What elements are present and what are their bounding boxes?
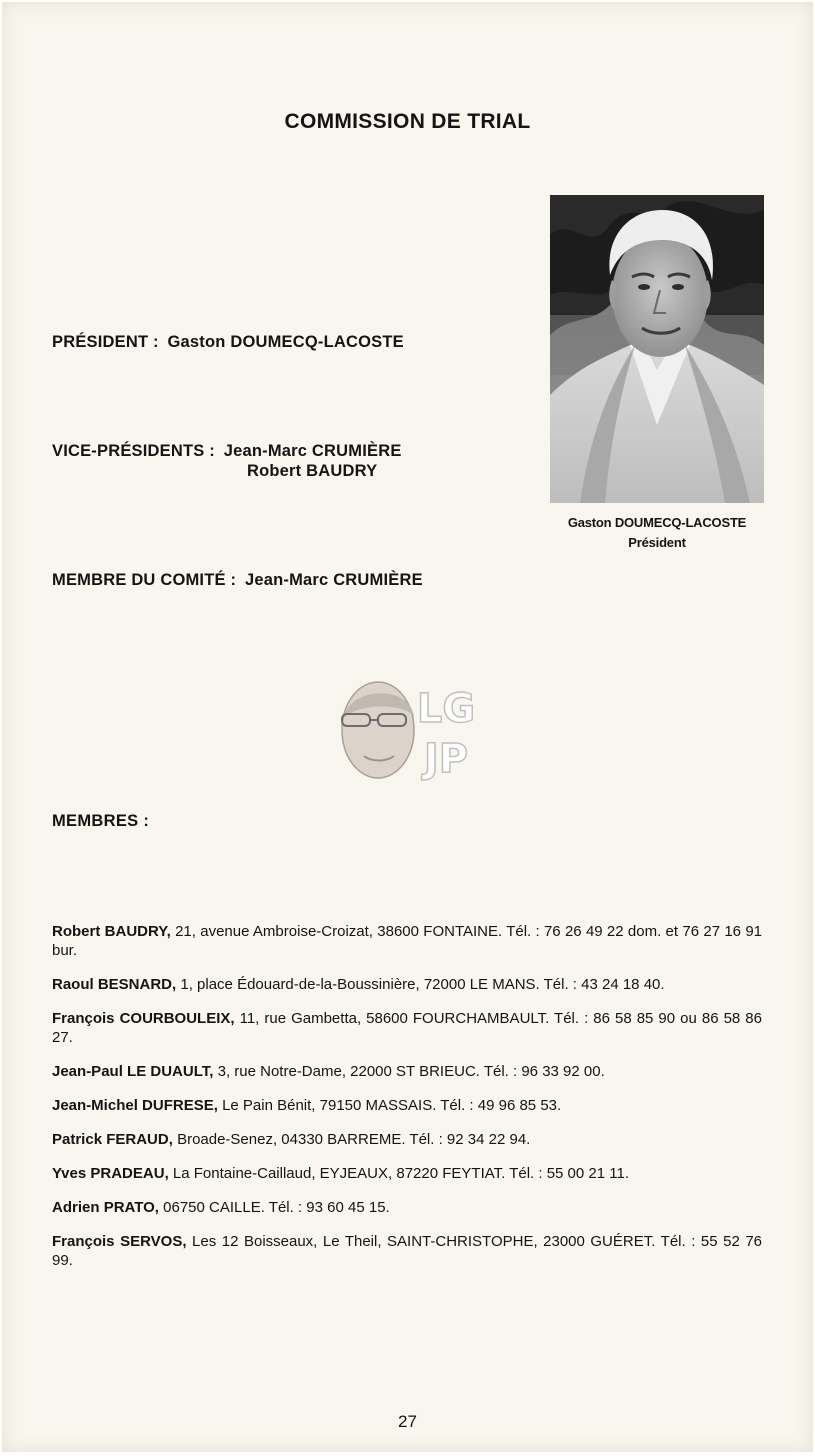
member-entry [52, 1232, 762, 1270]
member-entry [52, 1198, 762, 1217]
member-first-name: François [52, 1233, 115, 1250]
member-last-name: LE DUAULT, [127, 1063, 214, 1080]
document-page [2, 2, 813, 1452]
member-first-name: Yves [52, 1165, 87, 1182]
member-first-name: Raoul [52, 976, 94, 993]
member-details: 1, place Édouard-de-la-Boussinière, 72000 LE MANS. Tél. : 43 24 18 40. [180, 976, 665, 993]
president-name: Gaston DOUMECQ-LACOSTE [167, 333, 404, 351]
member-entry [52, 1062, 762, 1081]
photo-caption-role: Président [628, 535, 686, 550]
vice-presidents-label: VICE-PRÉSIDENTS : [52, 442, 215, 460]
member-last-name: DUFRESE, [142, 1097, 218, 1114]
watermark-line2: JP [423, 736, 469, 782]
member-entry [52, 1009, 762, 1047]
vice-president-name-1: Jean-Marc CRUMIÈRE [223, 442, 402, 460]
member-first-name: Robert [52, 923, 101, 940]
member-entry [52, 1096, 762, 1115]
member-first-name: François [52, 1010, 115, 1027]
member-first-name: Jean-Paul [52, 1063, 123, 1080]
member-details: Broade-Senez, 04330 BARREME. Tél. : 92 34 22 94. [177, 1131, 531, 1148]
member-last-name: BESNARD, [97, 976, 177, 993]
watermark-line1: LG [416, 686, 476, 732]
president-line [52, 333, 404, 352]
member-details: 3, rue Notre-Dame, 22000 ST BRIEUC. Tél. : 96 33 92 00. [217, 1063, 605, 1080]
photo-caption-name: Gaston DOUMECQ-LACOSTE [567, 515, 747, 530]
member-last-name: BAUDRY, [104, 923, 171, 940]
watermark-logo [338, 678, 484, 782]
member-last-name: FERAUD, [106, 1131, 173, 1148]
committee-member-name: Jean-Marc CRUMIÈRE [244, 571, 423, 589]
member-entry [52, 1130, 762, 1149]
member-last-name: SERVOS, [120, 1233, 187, 1250]
member-last-name: COURBOULEIX, [119, 1010, 235, 1027]
member-details: Les 12 Boisseaux, Le Theil, SAINT-CHRISTOPHE, 23000 GUÉRET. Tél. : 55 52 76 99. [52, 1233, 763, 1269]
member-entry [52, 922, 762, 960]
member-first-name: Adrien [52, 1199, 100, 1216]
member-details: La Fontaine-Caillaud, EYJEAUX, 87220 FEYTIAT. Tél. : 55 00 21 11. [172, 1165, 629, 1182]
member-first-name: Patrick [52, 1131, 103, 1148]
page-title: COMMISSION DE TRIAL [284, 110, 531, 133]
member-details: 06750 CAILLE. Tél. : 93 60 45 15. [163, 1199, 390, 1216]
portrait-image [550, 195, 764, 503]
member-last-name: PRADEAU, [90, 1165, 169, 1182]
member-list [52, 922, 762, 1285]
member-last-name: PRATO, [103, 1199, 159, 1216]
member-first-name: Jean-Michel [52, 1097, 138, 1114]
page-number: 27 [398, 1412, 417, 1431]
vice-presidents-line [52, 442, 402, 461]
vice-president-name-2: Robert BAUDRY [247, 462, 378, 480]
members-heading: MEMBRES : [52, 812, 150, 830]
president-photo [550, 195, 764, 503]
photo-caption [550, 513, 764, 553]
president-label: PRÉSIDENT : [52, 333, 159, 351]
member-details: 11, rue Gambetta, 58600 FOURCHAMBAULT. Tél. : 86 58 85 90 ou 86 58 86 27. [52, 1010, 762, 1046]
member-details: 21, avenue Ambroise-Croizat, 38600 FONTAINE. Tél. : 76 26 49 22 dom. et 76 27 16 91 bur. [52, 923, 763, 959]
member-entry [52, 1164, 762, 1183]
committee-member-line [52, 571, 423, 590]
member-details: Le Pain Bénit, 79150 MASSAIS. Tél. : 49 96 85 53. [222, 1097, 562, 1114]
committee-member-label: MEMBRE DU COMITÉ : [52, 571, 237, 589]
member-entry [52, 975, 762, 994]
